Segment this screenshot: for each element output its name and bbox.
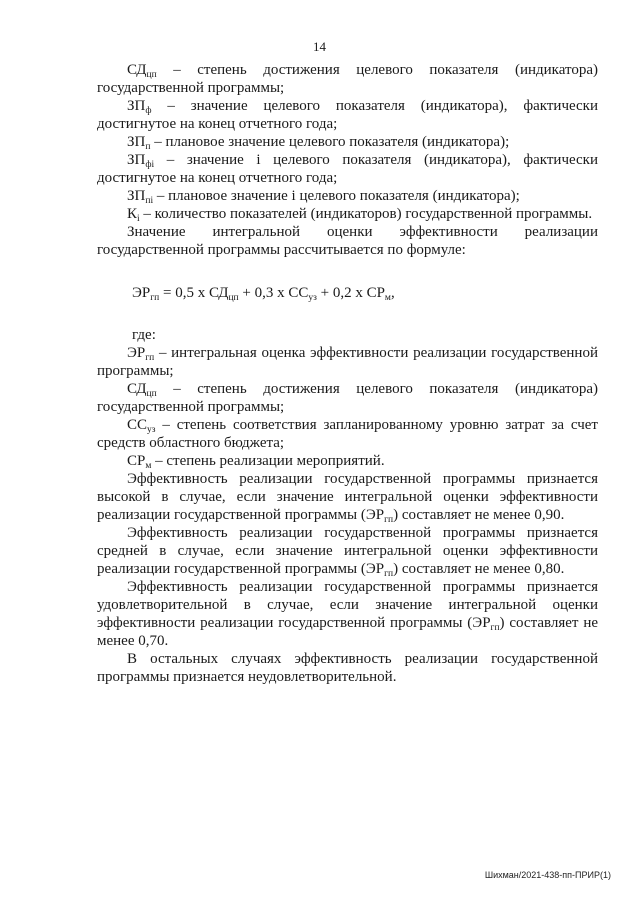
definition-zp-f bbox=[97, 97, 598, 133]
formula-lhs-subscript: гп bbox=[150, 293, 160, 303]
symbol-subscript: фi bbox=[145, 160, 155, 170]
definition-zp-p bbox=[97, 133, 598, 151]
symbol: ЗП bbox=[127, 98, 146, 114]
definition-text: – степень соответствия запланированному уровню затрат за счет средств областного бюджета; bbox=[97, 417, 598, 451]
definition-zp-fi bbox=[97, 151, 598, 187]
symbol: ЗП bbox=[127, 188, 146, 204]
formula-lhs: ЭР bbox=[132, 285, 151, 301]
symbol-subscript: цп bbox=[146, 389, 157, 399]
symbol: СД bbox=[127, 381, 147, 397]
efficiency-other-paragraph: В остальных случаях эффективность реализации государственной программы признается неудовлетворительной. bbox=[97, 651, 598, 685]
definition-sd-cp bbox=[97, 61, 598, 97]
symbol-subscript: гп bbox=[490, 623, 500, 633]
formula-term-1-subscript: цп bbox=[228, 293, 239, 303]
definition-text: – плановое значение целевого показателя (индикатора); bbox=[150, 134, 510, 150]
efficiency-medium-paragraph bbox=[97, 524, 598, 578]
page-number: 14 bbox=[313, 39, 326, 54]
formula bbox=[97, 284, 598, 302]
paragraph-text: Эффективность реализации государственной программы признается высокой в случае, если значение интегральной оценки эффективности реализации государственной программы (ЭР bbox=[97, 471, 598, 523]
definition-k-i bbox=[97, 205, 598, 223]
intro-paragraph: Значение интегральной оценки эффективности реализации государственной программы рассчитывается по формуле: bbox=[97, 224, 598, 258]
formula-term-3: + 0,2 х СР bbox=[316, 285, 385, 301]
symbol-subscript: п bbox=[145, 142, 151, 152]
paragraph-text: ) составляет не менее 0,90. bbox=[393, 507, 565, 523]
definition-text: – степень достижения целевого показателя (индикатора) государственной программы; bbox=[97, 381, 598, 415]
document-code: Шихман/2021-438-пп-ПРИР(1) bbox=[484, 870, 611, 880]
formula-term-1: = 0,5 х СД bbox=[159, 285, 229, 301]
formula-term-3-subscript: м bbox=[384, 293, 391, 303]
definition-text: – степень достижения целевого показателя (индикатора) государственной программы; bbox=[97, 62, 598, 96]
definition-text: – количество показателей (индикаторов) государственной программы. bbox=[139, 206, 593, 222]
symbol-subscript: гп bbox=[384, 515, 394, 525]
symbol-subscript: гп bbox=[145, 353, 155, 363]
symbol-subscript: гп bbox=[384, 569, 394, 579]
formula-tail: , bbox=[390, 285, 395, 301]
symbol: ЗП bbox=[127, 152, 146, 168]
definition-er-gp bbox=[97, 344, 598, 380]
symbol-subscript: i bbox=[137, 214, 140, 224]
definition-zp-pi bbox=[97, 187, 598, 205]
document-body bbox=[97, 61, 598, 686]
efficiency-satisfactory-paragraph bbox=[97, 578, 598, 650]
symbol-subscript: м bbox=[145, 461, 152, 471]
definition-text: – значение целевого показателя (индикатора), фактически достигнутое на конец отчетного года; bbox=[97, 98, 598, 132]
paragraph-text: ) составляет не менее 0,80. bbox=[393, 561, 565, 577]
symbol: ЭР bbox=[127, 345, 146, 361]
formula-term-2: + 0,3 х СС bbox=[238, 285, 309, 301]
definition-sr-m bbox=[97, 452, 598, 470]
definition-text: – плановое значение i целевого показателя (индикатора); bbox=[153, 188, 520, 204]
symbol: ЗП bbox=[127, 134, 146, 150]
definition-sd-cp-2 bbox=[97, 380, 598, 416]
where-label: где: bbox=[132, 327, 156, 343]
symbol: К bbox=[127, 206, 138, 222]
efficiency-high-paragraph bbox=[97, 470, 598, 524]
paragraph-text: Эффективность реализации государственной программы признается средней в случае, если значение интегральной оценки эффективности реализации государственной программы (ЭР bbox=[97, 525, 598, 577]
formula-term-2-subscript: уз bbox=[308, 293, 317, 303]
definition-text: – значение i целевого показателя (индикатора), фактически достигнутое на конец отчетного года; bbox=[97, 152, 598, 186]
definition-text: – интегральная оценка эффективности реализации государственной программы; bbox=[97, 345, 598, 379]
paragraph-text: ) составляет не менее 0,70. bbox=[97, 615, 598, 649]
symbol: СС bbox=[127, 417, 148, 433]
paragraph-text: Эффективность реализации государственной программы признается удовлетворительной в случае, если значение интегральной оценки эффективности реализации государственной программы (ЭР bbox=[97, 579, 598, 631]
definition-ss-uz bbox=[97, 416, 598, 452]
symbol: СД bbox=[127, 62, 147, 78]
symbol-subscript: пi bbox=[145, 196, 154, 206]
symbol: СР bbox=[127, 453, 146, 469]
symbol-subscript: цп bbox=[146, 70, 157, 80]
symbol-subscript: уз bbox=[147, 425, 156, 435]
symbol-subscript: ф bbox=[145, 106, 152, 116]
definition-text: – степень реализации мероприятий. bbox=[151, 453, 385, 469]
